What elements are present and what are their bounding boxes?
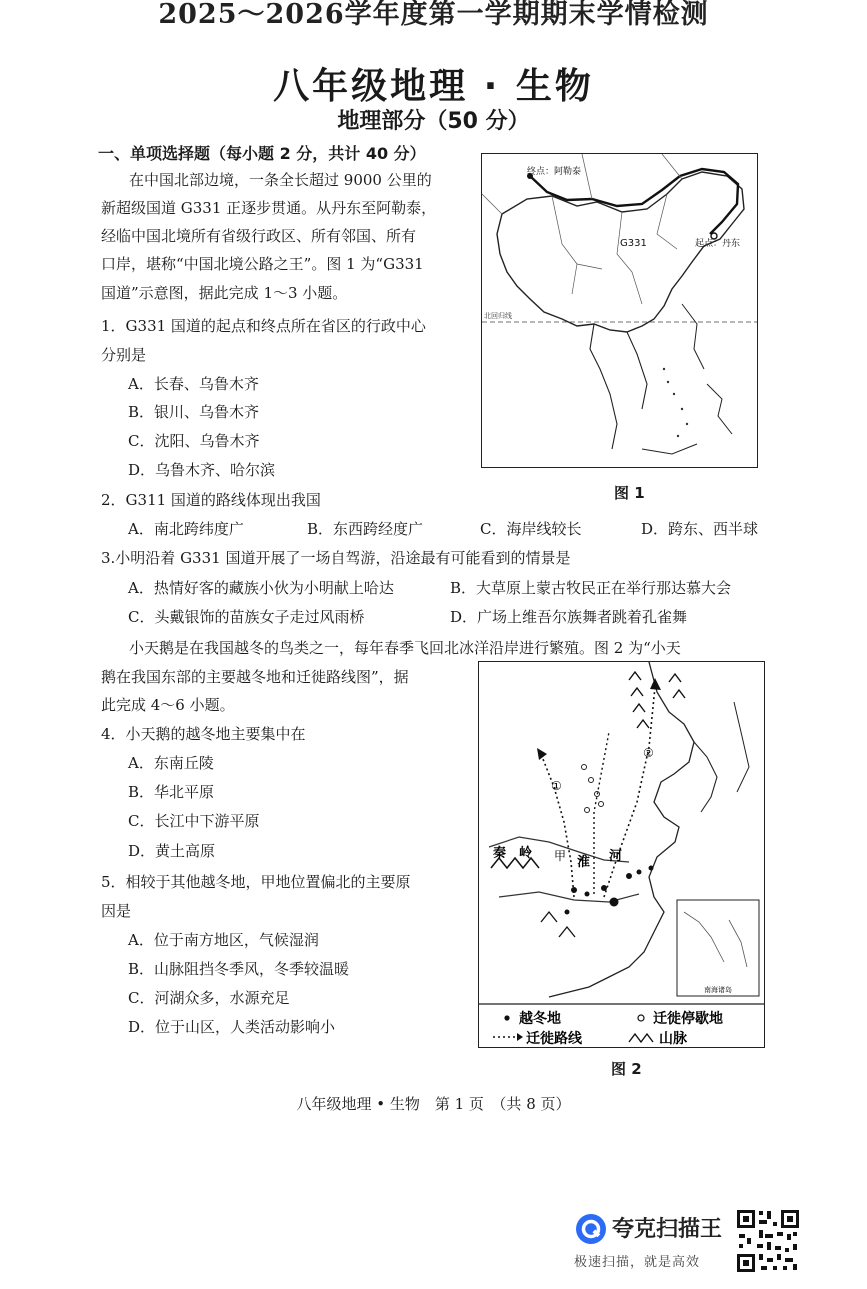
end-point-label: 终点：阿勒泰 [527, 167, 582, 177]
philippines-coast [707, 384, 732, 434]
g331-road [530, 169, 738, 234]
g331-route-map [482, 154, 757, 467]
wintering-sites [565, 866, 654, 915]
province-borders [552, 194, 677, 304]
q4-option-c: C．长江中下游平原 [128, 812, 260, 830]
figure-1-caption: 图 1 [614, 484, 645, 502]
xiaoxinganling-mountains [669, 674, 685, 698]
q1-option-d: D．乌鲁木齐、哈尔滨 [128, 461, 276, 479]
scanner-brand-name: 夸克扫描王 [612, 1217, 723, 1242]
southeast-asia-coast [590, 324, 647, 449]
q1-option-c: C．沈阳、乌鲁木齐 [128, 432, 260, 450]
exam-series-title: 2025～2026学年度第一学期期末学情检测 [158, 0, 709, 30]
south-sea-inset [677, 900, 759, 996]
migration-route-2 [604, 687, 655, 897]
passage1-line: 新超级国道 G331 正逐步贯通。从丹东至阿勒泰， [101, 199, 437, 217]
he-label: 河 [609, 849, 623, 864]
scanner-logo-icon [574, 1212, 608, 1246]
route-2-label: ② [643, 746, 654, 760]
q3-option-b: B．大草原上蒙古牧民正在举行那达慕大会 [450, 579, 732, 597]
q4-option-a: A．东南丘陵 [128, 754, 214, 772]
huai-label: 淮 [577, 855, 591, 870]
q3-option-c: C．头戴银饰的苗族女子走过风雨桥 [128, 608, 365, 626]
question-1-stem: 1．G331 国道的起点和终点所在省区的行政中心 [101, 317, 426, 335]
question-1-stem-cont: 分别是 [101, 346, 147, 364]
route-2-arrow [650, 678, 661, 690]
q1-option-b: B．银川、乌鲁木齐 [128, 403, 260, 421]
question-4-stem: 4．小天鹅的越冬地主要集中在 [101, 725, 306, 743]
question-3-stem: 3.小明沿着 G331 国道开展了一场自驾游，沿途最有可能看到的情景是 [101, 549, 571, 567]
route-1-arrow [537, 748, 547, 760]
legend-wintering-label: 越冬地 [519, 1011, 561, 1027]
legend-route-arrow [517, 1033, 523, 1041]
taiwan-coast [682, 304, 704, 369]
passage2-line: 鹅在我国东部的主要越冬地和迁徙路线图”，据 [101, 668, 409, 686]
migration-route-3 [594, 732, 609, 894]
southern-mountains [541, 912, 575, 937]
south-sea-islands [663, 368, 688, 437]
qr-code-icon [735, 1208, 801, 1274]
figure-2-map [478, 661, 765, 1048]
scanner-tagline: 极速扫描，就是高效 [574, 1255, 701, 1270]
stopover-sites [582, 765, 604, 813]
passage1-line: 口岸，堪称“中国北境公路之王”。图 1 为“G331 [101, 255, 424, 273]
q5-option-b: B．山脉阻挡冬季风，冬季较温暖 [128, 960, 350, 978]
legend-route-label: 迁徙路线 [526, 1031, 582, 1047]
korea-coast [694, 742, 717, 812]
page-footer: 八年级地理 • 生物 第 1 页 （共 8 页） [296, 1095, 571, 1113]
ling-label: 岭 [519, 846, 533, 861]
q2-option-c: C．海岸线较长 [480, 520, 582, 538]
route-1-label: ① [551, 779, 562, 793]
legend-wintering-icon [504, 1015, 509, 1020]
page-title: 八年级地理 · 生物 [273, 66, 594, 107]
tropic-label: 北回归线 [484, 312, 512, 320]
q1-option-a: A．长春、乌鲁木齐 [128, 375, 259, 393]
qinling-label: 秦 [493, 846, 507, 861]
swan-migration-map [479, 662, 764, 1047]
passage1-line: 经临中国北境所有省级行政区、所有邻国、所有 [101, 227, 417, 245]
section-heading: 一、单项选择题（每小题 2 分，共计 40 分） [98, 144, 426, 163]
section-subtitle: 地理部分（50 分） [337, 109, 530, 134]
legend-stopover-label: 迁徙停歇地 [653, 1011, 723, 1027]
legend-stopover-icon [638, 1015, 644, 1021]
jia-label: 甲 [554, 849, 567, 863]
daxinganling-mountains [629, 672, 649, 728]
q3-option-d: D．广场上维吾尔族舞者跳着孔雀舞 [450, 608, 688, 626]
figure-2-caption: 图 2 [611, 1060, 642, 1078]
q5-option-c: C．河湖众多，水源充足 [128, 989, 290, 1007]
china-border [497, 172, 744, 332]
figure-1-map [481, 153, 758, 468]
q5-option-d: D．位于山区，人类活动影响小 [128, 1018, 336, 1036]
passage2-line: 此完成 4～6 小题。 [101, 696, 235, 714]
migration-route-1 [541, 754, 574, 897]
legend-mountain-icon [629, 1034, 653, 1042]
q3-option-a: A．热情好客的藏族小伙为小明献上哈达 [128, 579, 394, 597]
question-5-stem: 5．相较于其他越冬地，甲地位置偏北的主要原 [101, 873, 411, 891]
q2-option-b: B．东西跨经度广 [307, 520, 424, 538]
question-2-stem: 2．G311 国道的路线体现出我国 [101, 491, 321, 509]
japan-coast [734, 702, 749, 792]
q2-option-a: A．南北跨纬度广 [128, 520, 244, 538]
passage1-line: 国道”示意图，据此完成 1～3 小题。 [101, 284, 348, 302]
east-coastline [549, 662, 694, 997]
road-label: G331 [620, 238, 647, 249]
inset-label: 南海诸岛 [704, 986, 732, 994]
legend-mountain-label: 山脉 [659, 1031, 687, 1047]
borneo-coast [642, 444, 697, 454]
q2-option-d: D．跨东、西半球 [641, 520, 759, 538]
q5-option-a: A．位于南方地区，气候湿润 [128, 931, 319, 949]
start-point-label: 起点：丹东 [695, 239, 741, 249]
passage1-line: 在中国北部边境，一条全长超过 9000 公里的 [129, 171, 432, 189]
q4-option-b: B．华北平原 [128, 783, 215, 801]
q4-option-d: D．黄土高原 [128, 842, 216, 860]
question-5-stem-cont: 因是 [101, 902, 132, 920]
passage2-line: 小天鹅是在我国越冬的鸟类之一，每年春季飞回北冰洋沿岸进行繁殖。图 2 为“小天 [129, 639, 681, 657]
